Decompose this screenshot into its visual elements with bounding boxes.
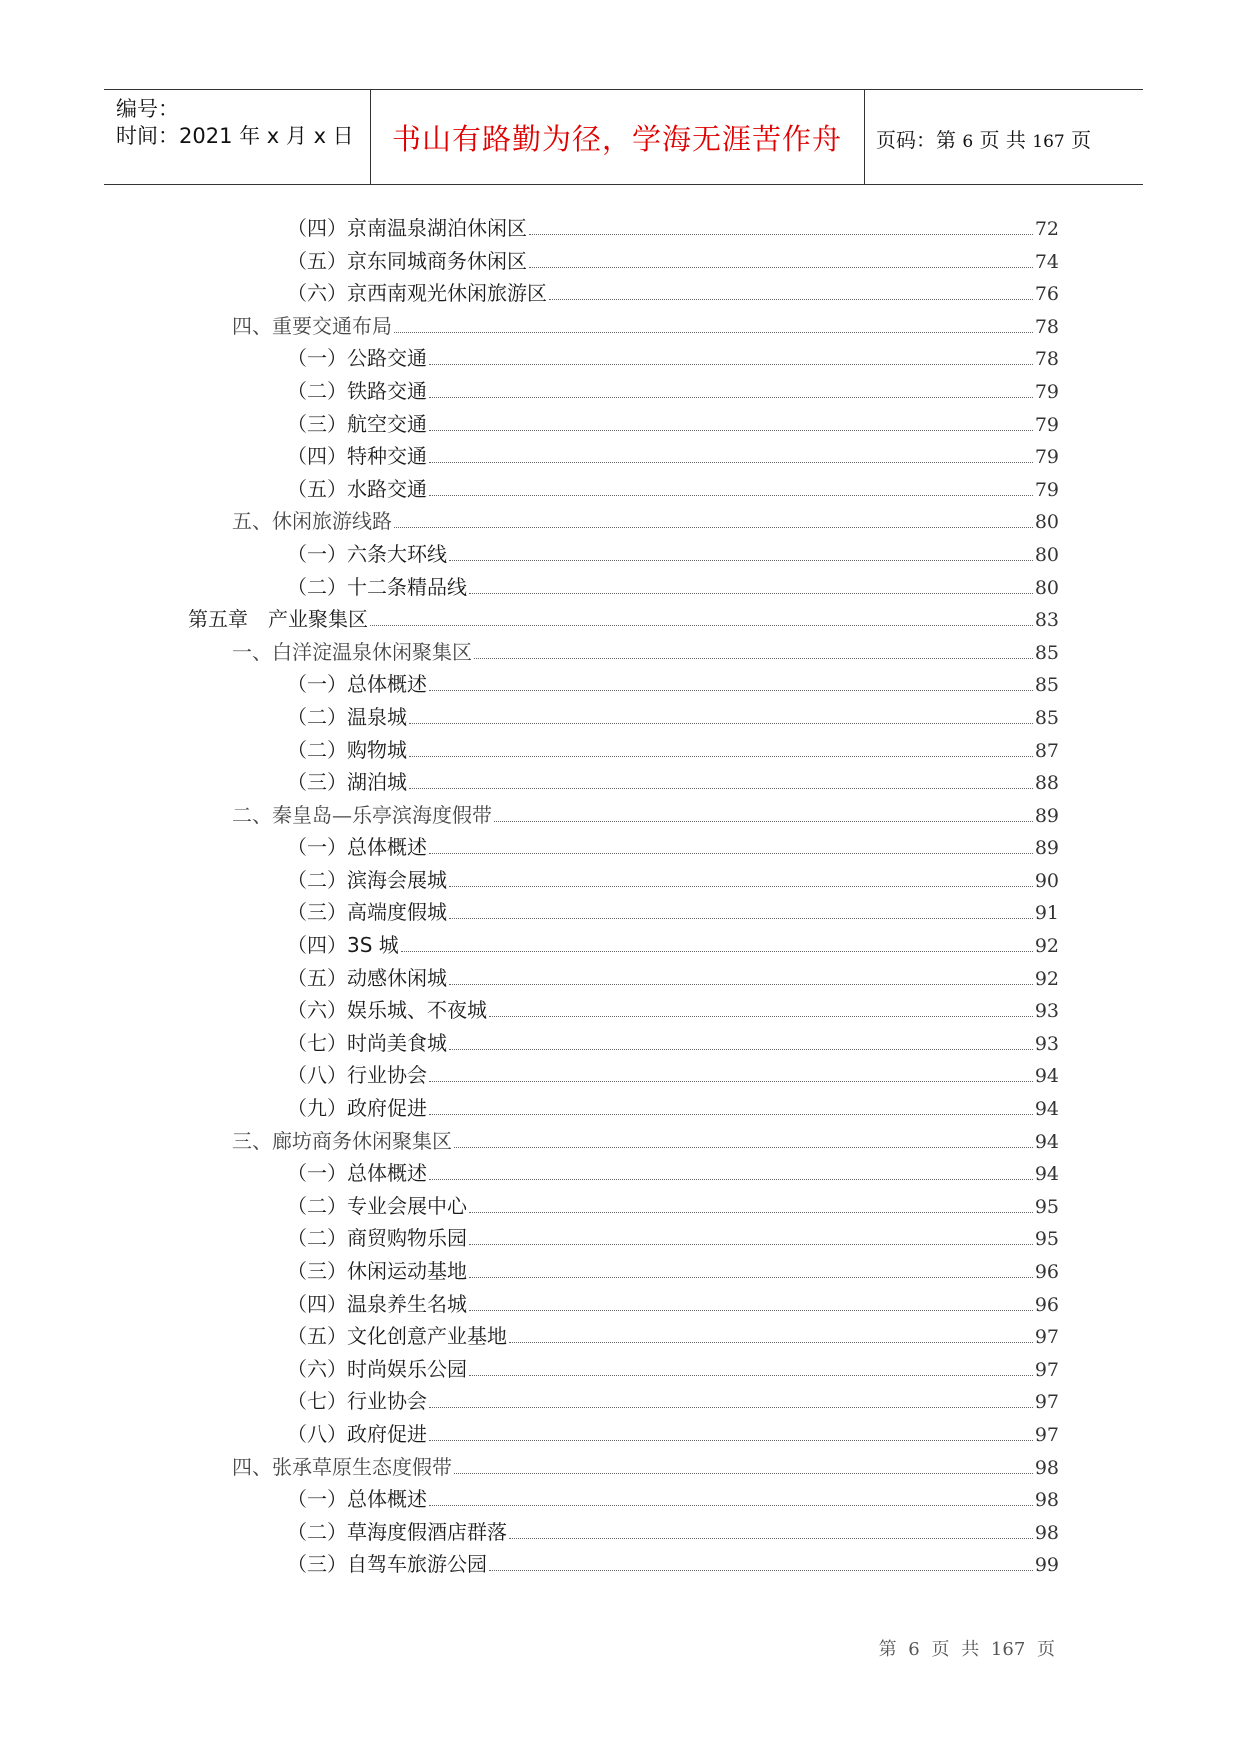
page-total: 167 <box>1032 132 1065 152</box>
toc-entry-title: （九）政府促进 <box>287 1096 427 1121</box>
toc-entry-page: 96 <box>1034 1261 1059 1283</box>
toc-dot-leader <box>394 526 1033 528</box>
toc-entry-title: （一）总体概述 <box>287 1161 427 1186</box>
toc-entry[interactable] <box>0 440 1241 473</box>
toc-entry-page: 92 <box>1034 967 1059 990</box>
toc-entry-title: （二）专业会展中心 <box>287 1193 467 1218</box>
toc-dot-leader <box>429 1406 1033 1408</box>
toc-dot-leader <box>401 950 1033 952</box>
toc-dot-leader <box>409 755 1033 757</box>
toc-entry[interactable] <box>0 1418 1241 1451</box>
toc-entry[interactable] <box>0 408 1241 441</box>
toc-entry-page: 79 <box>1034 380 1059 403</box>
toc-entry-row <box>287 929 1059 963</box>
toc-entry-page: 78 <box>1034 348 1059 371</box>
toc-entry[interactable] <box>0 538 1241 571</box>
toc-dot-leader <box>469 1374 1033 1376</box>
toc-entry-title: （一）总体概述 <box>287 672 427 697</box>
toc-entry[interactable] <box>0 245 1241 278</box>
toc-entry-title: （五）动感休闲城 <box>287 965 447 990</box>
toc-entry-row <box>287 440 1059 474</box>
toc-entry-page: 85 <box>1034 641 1059 664</box>
document-number-label: 编号： <box>116 97 179 121</box>
table-of-contents <box>0 212 1241 1581</box>
toc-entry[interactable] <box>0 1516 1241 1549</box>
toc-entry[interactable] <box>0 473 1241 506</box>
toc-dot-leader <box>454 1472 1033 1474</box>
toc-entry-page: 85 <box>1034 674 1059 697</box>
toc-entry-page: 72 <box>1034 218 1059 240</box>
toc-dot-leader <box>449 983 1033 985</box>
toc-entry-page: 78 <box>1034 315 1059 338</box>
toc-entry-row <box>287 1385 1059 1419</box>
toc-entry-page: 80 <box>1034 511 1059 534</box>
toc-entry-title: （二）滨海会展城 <box>287 867 447 892</box>
toc-dot-leader <box>449 559 1033 561</box>
toc-dot-leader <box>429 1080 1033 1082</box>
toc-entry[interactable] <box>0 1288 1241 1321</box>
toc-entry[interactable] <box>0 766 1241 799</box>
toc-entry-page: 80 <box>1034 543 1059 566</box>
toc-entry-row <box>287 473 1059 507</box>
toc-entry[interactable] <box>0 1320 1241 1353</box>
toc-dot-leader <box>474 657 1033 659</box>
toc-entry[interactable] <box>0 864 1241 897</box>
toc-entry-title: （三）航空交通 <box>287 411 427 436</box>
toc-entry-row <box>287 994 1059 1028</box>
toc-entry[interactable] <box>0 896 1241 929</box>
toc-entry[interactable] <box>0 1222 1241 1255</box>
toc-dot-leader <box>494 820 1033 822</box>
toc-entry[interactable] <box>0 1483 1241 1516</box>
toc-entry-page: 76 <box>1034 283 1059 306</box>
toc-entry[interactable] <box>0 342 1241 375</box>
toc-entry-page: 79 <box>1034 446 1059 469</box>
header-page-info <box>876 124 1091 153</box>
toc-entry-row <box>287 212 1059 246</box>
toc-entry[interactable] <box>0 1255 1241 1288</box>
toc-entry-row <box>287 1353 1059 1387</box>
toc-entry-row <box>287 1255 1059 1289</box>
toc-entry[interactable] <box>0 1548 1241 1581</box>
toc-entry-row <box>287 1092 1059 1126</box>
toc-entry-page: 89 <box>1034 804 1059 827</box>
toc-entry-page: 79 <box>1034 478 1059 501</box>
header-meta-cell <box>104 90 371 184</box>
toc-entry[interactable] <box>0 1059 1241 1092</box>
toc-entry[interactable] <box>0 505 1241 538</box>
toc-entry-page: 96 <box>1034 1293 1059 1316</box>
toc-entry-page: 99 <box>1034 1554 1059 1577</box>
toc-entry-row <box>287 1222 1059 1256</box>
toc-entry-page: 97 <box>1034 1391 1059 1414</box>
toc-dot-leader <box>429 363 1033 365</box>
toc-dot-leader <box>449 885 1033 887</box>
toc-entry-row <box>232 799 1059 833</box>
page-prefix: 页码：第 <box>876 128 963 152</box>
toc-entry-page: 94 <box>1034 1163 1059 1186</box>
toc-dot-leader <box>529 266 1033 268</box>
toc-entry-row <box>287 1516 1059 1550</box>
toc-entry-row <box>232 505 1059 539</box>
toc-entry[interactable] <box>0 603 1241 636</box>
toc-entry-title: （五）水路交通 <box>287 476 427 501</box>
toc-entry-title: （六）娱乐城、不夜城 <box>287 998 487 1023</box>
toc-dot-leader <box>469 1211 1033 1213</box>
toc-entry-page: 74 <box>1034 250 1059 273</box>
toc-entry-title: 二、秦皇岛—乐亭滨海度假带 <box>232 802 492 827</box>
toc-entry-title: （七）行业协会 <box>287 1389 427 1414</box>
toc-dot-leader <box>549 298 1033 300</box>
toc-entry-page: 83 <box>1034 609 1059 632</box>
toc-entry-title: （二）十二条精品线 <box>287 574 467 599</box>
toc-entry-page: 85 <box>1034 706 1059 729</box>
toc-entry-row <box>287 375 1059 409</box>
toc-entry[interactable] <box>0 310 1241 343</box>
toc-entry-page: 97 <box>1034 1326 1059 1349</box>
toc-entry-row <box>287 1190 1059 1224</box>
toc-entry[interactable] <box>0 375 1241 408</box>
toc-dot-leader <box>489 1015 1033 1017</box>
toc-dot-leader <box>469 1243 1033 1245</box>
toc-entry[interactable] <box>0 929 1241 962</box>
toc-entry[interactable] <box>0 1092 1241 1125</box>
toc-entry-title: （三）自驾车旅游公园 <box>287 1552 487 1577</box>
toc-entry[interactable] <box>0 1027 1241 1060</box>
toc-dot-leader <box>449 1048 1033 1050</box>
toc-entry-row <box>232 636 1059 670</box>
toc-entry[interactable] <box>0 668 1241 701</box>
toc-entry-title: （三）高端度假城 <box>287 900 447 925</box>
toc-dot-leader <box>509 1537 1033 1539</box>
toc-dot-leader <box>529 233 1033 235</box>
toc-entry-page: 94 <box>1034 1065 1059 1088</box>
toc-entry-page: 91 <box>1034 902 1059 925</box>
toc-entry-page: 97 <box>1034 1423 1059 1446</box>
toc-entry-page: 79 <box>1034 413 1059 436</box>
toc-entry-title: （七）时尚美食城 <box>287 1030 447 1055</box>
toc-entry-title: （五）文化创意产业基地 <box>287 1324 507 1349</box>
toc-dot-leader <box>409 787 1033 789</box>
toc-dot-leader <box>429 429 1033 431</box>
toc-entry-title: （四）3S 城 <box>287 933 399 958</box>
page-footer: 第 6 页 共 167 页 <box>878 1639 1055 1660</box>
toc-entry[interactable] <box>0 962 1241 995</box>
toc-entry-page: 88 <box>1034 772 1059 795</box>
toc-entry-title: （四）温泉养生名城 <box>287 1291 467 1316</box>
toc-entry-title: （一）总体概述 <box>287 1487 427 1512</box>
toc-entry[interactable] <box>0 1125 1241 1158</box>
toc-entry-row <box>287 408 1059 442</box>
toc-entry-row <box>287 277 1059 311</box>
toc-dot-leader <box>429 1504 1033 1506</box>
toc-entry-page: 98 <box>1034 1489 1059 1512</box>
toc-entry-title: （二）购物城 <box>287 737 407 762</box>
header-page-cell <box>864 90 1143 184</box>
toc-dot-leader <box>429 1178 1033 1180</box>
toc-entry-title: （一）总体概述 <box>287 835 427 860</box>
toc-entry-row <box>287 831 1059 865</box>
toc-entry-title: （五）京东同城商务休闲区 <box>287 248 527 273</box>
toc-entry[interactable] <box>0 1190 1241 1223</box>
toc-entry[interactable] <box>0 636 1241 669</box>
toc-entry-row <box>232 310 1059 344</box>
toc-entry-row <box>287 668 1059 702</box>
toc-entry-row <box>287 962 1059 996</box>
toc-entry-row <box>232 1125 1059 1159</box>
toc-entry-title: 三、廊坊商务休闲聚集区 <box>232 1128 452 1153</box>
toc-entry[interactable] <box>0 277 1241 310</box>
toc-entry-row <box>287 538 1059 572</box>
toc-dot-leader <box>489 1569 1033 1571</box>
toc-entry-title: （二）温泉城 <box>287 704 407 729</box>
toc-entry-row <box>287 245 1059 279</box>
page-suffix: 页 <box>1064 128 1092 152</box>
page-middle: 页 共 <box>973 128 1033 152</box>
toc-entry-row <box>287 1548 1059 1582</box>
toc-entry-title: （二）铁路交通 <box>287 378 427 403</box>
toc-entry-row <box>287 1027 1059 1061</box>
toc-entry-page: 93 <box>1034 1000 1059 1023</box>
toc-entry[interactable] <box>0 212 1241 245</box>
toc-entry-title: （六）京西南观光休闲旅游区 <box>287 281 547 306</box>
toc-dot-leader <box>469 1276 1033 1278</box>
toc-dot-leader <box>409 722 1033 724</box>
toc-entry-row <box>287 734 1059 768</box>
toc-entry-title: （二）商贸购物乐园 <box>287 1226 467 1251</box>
toc-entry-page: 95 <box>1034 1195 1059 1218</box>
toc-entry-page: 89 <box>1034 837 1059 860</box>
toc-entry-title: 第五章 产业聚集区 <box>188 607 368 632</box>
toc-entry-title: （四）特种交通 <box>287 444 427 469</box>
page-header <box>104 89 1143 185</box>
toc-entry-page: 94 <box>1034 1130 1059 1153</box>
toc-entry-page: 90 <box>1034 869 1059 892</box>
toc-entry-row <box>188 603 1059 637</box>
toc-entry[interactable] <box>0 1157 1241 1190</box>
toc-entry-page: 98 <box>1034 1456 1059 1479</box>
toc-entry-page: 93 <box>1034 1032 1059 1055</box>
toc-entry-row <box>287 1288 1059 1322</box>
toc-entry[interactable] <box>0 1385 1241 1418</box>
toc-entry-row <box>287 1483 1059 1517</box>
toc-dot-leader <box>394 331 1033 333</box>
toc-entry[interactable] <box>0 734 1241 767</box>
toc-entry-title: （三）休闲运动基地 <box>287 1259 467 1283</box>
toc-entry-title: （四）京南温泉湖泊休闲区 <box>287 216 527 240</box>
toc-dot-leader <box>429 1113 1033 1115</box>
toc-dot-leader <box>429 494 1033 496</box>
toc-entry-title: 五、休闲旅游线路 <box>232 509 392 534</box>
toc-entry-page: 98 <box>1034 1521 1059 1544</box>
toc-entry-row <box>287 766 1059 800</box>
toc-entry-title: （八）行业协会 <box>287 1063 427 1088</box>
toc-dot-leader <box>469 1309 1033 1311</box>
header-motto-cell <box>370 90 865 184</box>
toc-entry-page: 87 <box>1034 739 1059 762</box>
toc-entry-title: 一、白洋淀温泉休闲聚集区 <box>232 639 472 664</box>
toc-entry-title: （三）湖泊城 <box>287 770 407 795</box>
toc-entry-row <box>287 1418 1059 1452</box>
toc-entry-page: 92 <box>1034 935 1059 958</box>
document-time-label: 时间：2021 年 x 月 x 日 <box>116 124 354 148</box>
toc-entry-title: （二）草海度假酒店群落 <box>287 1519 507 1544</box>
toc-entry-page: 97 <box>1034 1358 1059 1381</box>
toc-entry[interactable] <box>0 994 1241 1027</box>
toc-entry-title: （一）六条大环线 <box>287 541 447 566</box>
toc-entry[interactable] <box>0 1353 1241 1386</box>
header-motto: 书山有路勤为径，学海无涯苦作舟 <box>391 122 842 156</box>
toc-dot-leader <box>429 689 1033 691</box>
toc-entry-row <box>287 864 1059 898</box>
toc-entry[interactable] <box>0 799 1241 832</box>
toc-entry[interactable] <box>0 831 1241 864</box>
toc-dot-leader <box>509 1341 1033 1343</box>
toc-entry-row <box>287 1059 1059 1093</box>
toc-entry-page: 94 <box>1034 1098 1059 1121</box>
toc-entry-page: 80 <box>1034 576 1059 599</box>
toc-dot-leader <box>454 1146 1033 1148</box>
toc-dot-leader <box>469 592 1033 594</box>
toc-entry-row <box>287 571 1059 605</box>
toc-entry-row <box>287 896 1059 930</box>
toc-entry-title: 四、张承草原生态度假带 <box>232 1454 452 1479</box>
toc-dot-leader <box>429 461 1033 463</box>
toc-dot-leader <box>429 396 1033 398</box>
toc-entry[interactable] <box>0 1451 1241 1484</box>
toc-entry-title: （一）公路交通 <box>287 346 427 371</box>
toc-entry-row <box>287 1157 1059 1191</box>
toc-entry-row <box>232 1451 1059 1485</box>
toc-entry-title: （八）政府促进 <box>287 1421 427 1446</box>
toc-entry-row <box>287 342 1059 376</box>
toc-entry[interactable] <box>0 701 1241 734</box>
toc-entry-title: 四、重要交通布局 <box>232 313 392 338</box>
toc-dot-leader <box>370 624 1033 626</box>
toc-dot-leader <box>429 1439 1033 1441</box>
toc-entry-title: （六）时尚娱乐公园 <box>287 1356 467 1381</box>
toc-entry-row <box>287 1320 1059 1354</box>
page-current: 6 <box>962 132 974 152</box>
toc-entry-row <box>287 701 1059 735</box>
toc-entry[interactable] <box>0 571 1241 604</box>
toc-dot-leader <box>449 917 1033 919</box>
toc-dot-leader <box>429 852 1033 854</box>
toc-entry-page: 95 <box>1034 1228 1059 1251</box>
